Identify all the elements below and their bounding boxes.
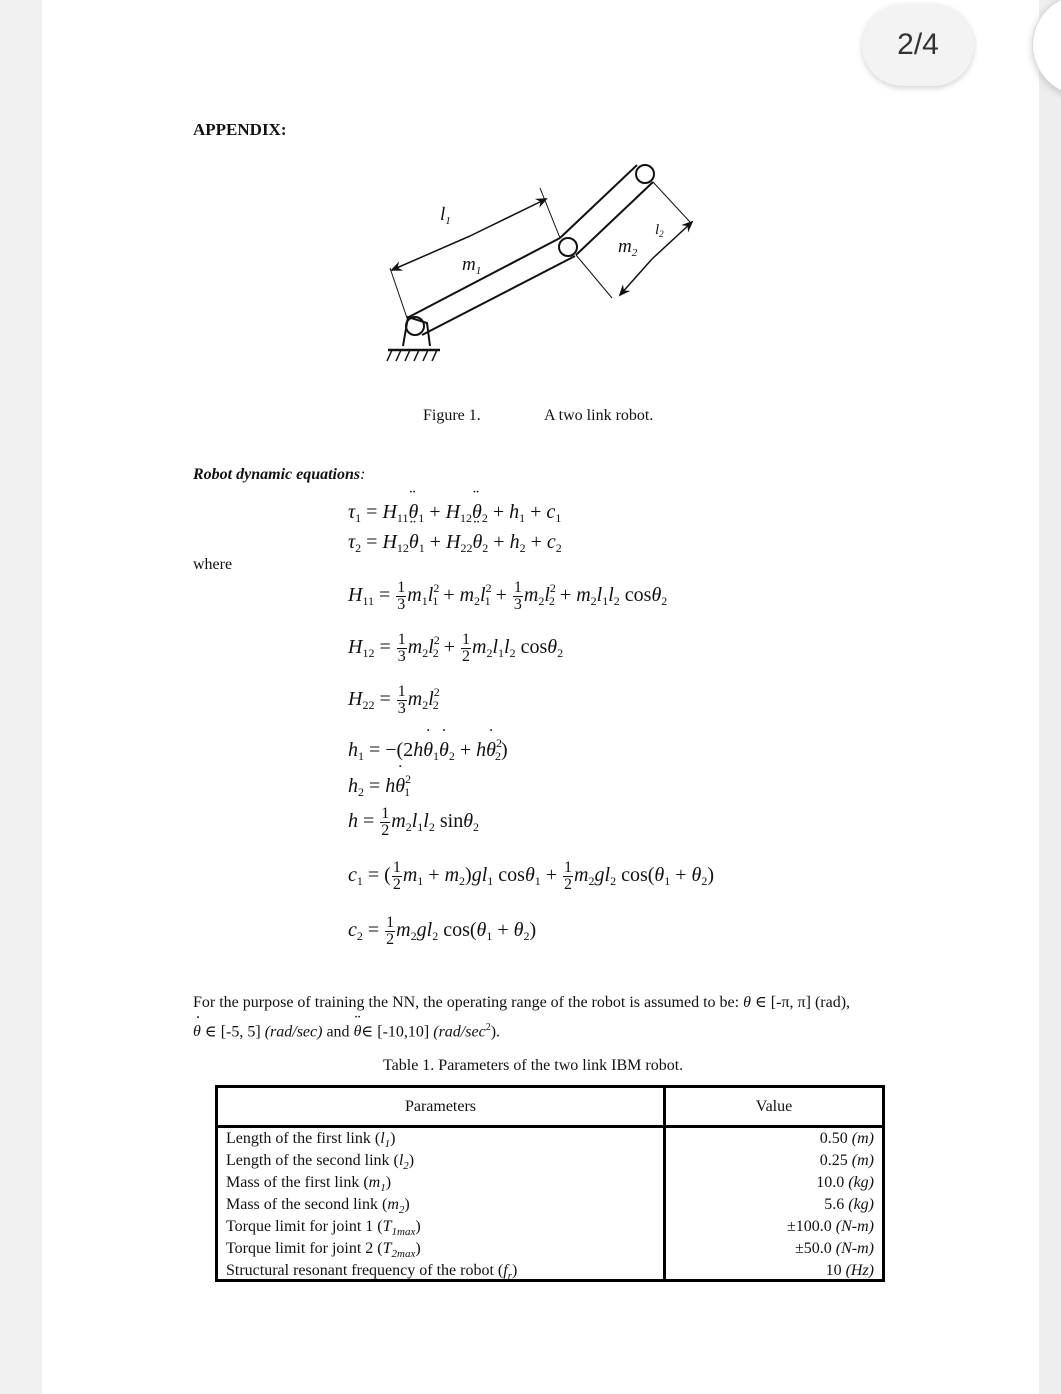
figure-caption-number: Figure 1.: [423, 407, 481, 424]
equation-h: h = $\frac{1}{2}$ $m_2l_1l_2$ sinθ$_2$: [348, 805, 480, 839]
table-row: Structural resonant frequency of the robot $(f_r)$: [226, 1262, 518, 1283]
l1-dimension-arrow: [392, 236, 470, 270]
section-title: Robot dynamic equations:: [193, 466, 366, 483]
parameters-column: [218, 1128, 666, 1282]
equation-H12: $H_{12}$ = $\frac{1}{3}$ $m_2l^2_2$ + $\frac{1}{2}$ $m_2l_1l_2$ cosθ$_2$: [348, 631, 564, 665]
label-m1: $m_1$: [462, 254, 482, 277]
label-l2: $l_2$: [655, 222, 664, 239]
equation-h1: $h_1$ = −(2h˙ $\theta_1˙$ $\theta_2$ + h˙ $\theta^2_2$): [348, 737, 508, 762]
label-m2: $m_2$: [618, 236, 638, 259]
label-l1: $l_1$: [440, 204, 451, 227]
table-body: [218, 1128, 882, 1282]
elbow-joint: [559, 238, 577, 256]
page-indicator: [862, 4, 974, 86]
operating-range-paragraph: For the purpose of training the NN, the operating range of the robot is assumed to be: θ ∈ [-π, π] (rad), ˙ θ ∈ [-5, 5] (rad/sec) and ¨ θ∈ [-10,10] $(rad/\sec^2)$.: [193, 990, 913, 1044]
table-row: Mass of the second link $(m_2)$: [226, 1196, 410, 1217]
where-label: where: [193, 556, 233, 573]
equation-c1: $c_1$ = ( $\frac{1}{2}$ $m_1 + m_2)gl_1$ cosθ$_1$ + $\frac{1}{2}$ $m_2gl_2$ $\cos(\theta_1 + \theta_2)$: [348, 859, 714, 893]
value-cell: 0.50 (m): [819, 1130, 874, 1147]
figure-caption-text: A two link robot.: [544, 407, 654, 424]
end-joint: [636, 165, 654, 183]
l1-dimension-arrow: [470, 199, 546, 236]
l2-dimension-arrow: [620, 259, 652, 295]
l1-extension-lines: [390, 188, 560, 318]
table-row: Torque limit for joint 2 $(T_{2max})$: [226, 1240, 421, 1261]
value-cell: 10.0 (kg): [816, 1174, 874, 1191]
equation-h2: $h_2$ = h˙ $\theta^2_1$: [348, 773, 410, 798]
appendix-heading: APPENDIX:: [193, 120, 287, 139]
value-cell: ±100.0 (N-m): [787, 1218, 874, 1235]
value-cell: 0.25 (m): [819, 1152, 874, 1169]
viewer-edge: [1039, 0, 1061, 1394]
table-caption: Table 1. Parameters of the two link IBM robot.: [383, 1057, 684, 1074]
value-cell: 5.6 (kg): [824, 1196, 874, 1213]
equation-tau2: $\tau_2$ = $H_{12}¨$ $\theta_1$ + $H_{22}¨$ $\theta_2 + h_2 + c_2$: [348, 532, 562, 554]
equation-H11: $H_{11}$ = $\frac{1}{3}$ $m_1l^2_1 + m_2l^2_1$ + $\frac{1}{3}$ $m_2l^2_2 + m_2l_1l_2$ cosθ$_2$: [348, 579, 668, 613]
equation-c2: $c_2$ = $\frac{1}{2}$ $m_2gl_2$ $\cos(\theta_1 + \theta_2)$: [348, 914, 537, 948]
equation-H22: $H_{22}$ = $\frac{1}{3}$ $m_2l^2_2$: [348, 683, 440, 717]
table-row: Torque limit for joint 1 $(T_{1max})$: [226, 1218, 421, 1239]
table-header-row: [218, 1088, 882, 1128]
value-column: [666, 1128, 882, 1282]
parameters-table: [215, 1085, 885, 1282]
table-row: Length of the second link $(l_2)$: [226, 1152, 415, 1173]
header-parameters: Parameters: [218, 1088, 666, 1125]
ground-hatch: [387, 350, 437, 361]
table-row: Mass of the first link $(m_1)$: [226, 1174, 392, 1195]
value-cell: 10 (Hz): [825, 1262, 874, 1279]
equation-tau1: $\tau_1$ = $H_{11}¨$ $\theta_1$ + $H_{12}¨$ $\theta_2 + h_1 + c_1$: [348, 502, 561, 524]
two-link-robot-figure: [380, 150, 720, 380]
header-value: Value: [755, 1098, 793, 1115]
table-row: Length of the first link $(l_1)$: [226, 1130, 396, 1151]
value-cell: ±50.0 (N-m): [795, 1240, 874, 1257]
page-indicator-text: 2/4: [897, 28, 939, 61]
